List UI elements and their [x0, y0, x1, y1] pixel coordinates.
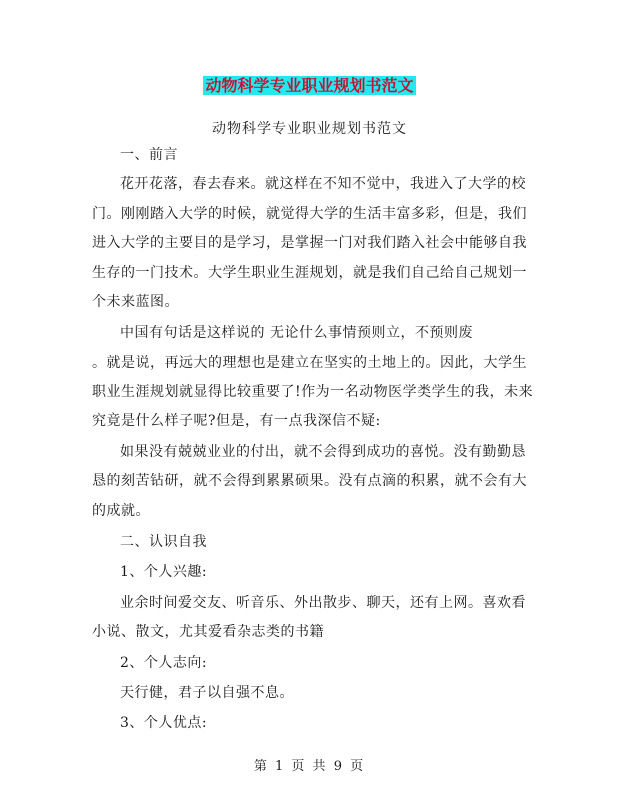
- paragraph-line: 小说、散文，尤其爱看杂志类的书籍: [92, 624, 324, 640]
- paragraph-line: 职业生涯规划就显得比较重要了!作为一名动物医学类学生的我，未来: [92, 384, 534, 400]
- document-main-title: [0, 76, 619, 96]
- subheading-interest: 1、个人兴趣:: [120, 564, 208, 580]
- paragraph-line: 个未来蓝图。: [92, 294, 179, 310]
- document-sub-title: 动物科学专业职业规划书范文: [212, 121, 407, 137]
- paragraph-line: 恳的刻苦钻研，就不会得到累累硕果。没有点滴的积累，就不会有大: [92, 473, 527, 489]
- section-heading-preface: 一、前言: [120, 147, 178, 163]
- paragraph-line: 花开花落，春去春来。就这样在不知不觉中，我进入了大学的校: [120, 176, 526, 192]
- paragraph-line: 门。刚刚踏入大学的时候，就觉得大学的生活丰富多彩，但是，我们: [92, 206, 527, 222]
- paragraph-line: 天行健，君子以自强不息。: [120, 685, 294, 701]
- subheading-ambition: 2、个人志向:: [120, 655, 208, 671]
- paragraph-line: 业余时间爱交友、听音乐、外出散步、聊天，还有上网。喜欢看: [120, 595, 526, 611]
- paragraph-line: 。就是说，再远大的理想也是建立在坚实的土地上的。因此，大学生: [92, 355, 527, 371]
- section-heading-self: 二、认识自我: [120, 534, 207, 550]
- paragraph-line: 中国有句话是这样说的 无论什么事情预则立，不预则废: [120, 325, 473, 341]
- paragraph-line: 究竟是什么样子呢?但是，有一点我深信不疑:: [92, 413, 381, 429]
- paragraph-line: 的成就。: [92, 503, 150, 519]
- paragraph-line: 生存的一门技术。大学生职业生涯规划，就是我们自己给自己规划一: [92, 265, 527, 281]
- paragraph-line: 进入大学的主要目的是学习，是掌握一门对我们踏入社会中能够自我: [92, 235, 527, 251]
- main-title-highlight: 动物科学专业职业规划书范文: [205, 76, 414, 95]
- paragraph-line: 如果没有兢兢业业的付出，就不会得到成功的喜悦。没有勤勤恳: [120, 444, 526, 460]
- page-footer: 第 1 页 共 9 页: [253, 759, 366, 774]
- subheading-strengths: 3、个人优点:: [120, 715, 208, 731]
